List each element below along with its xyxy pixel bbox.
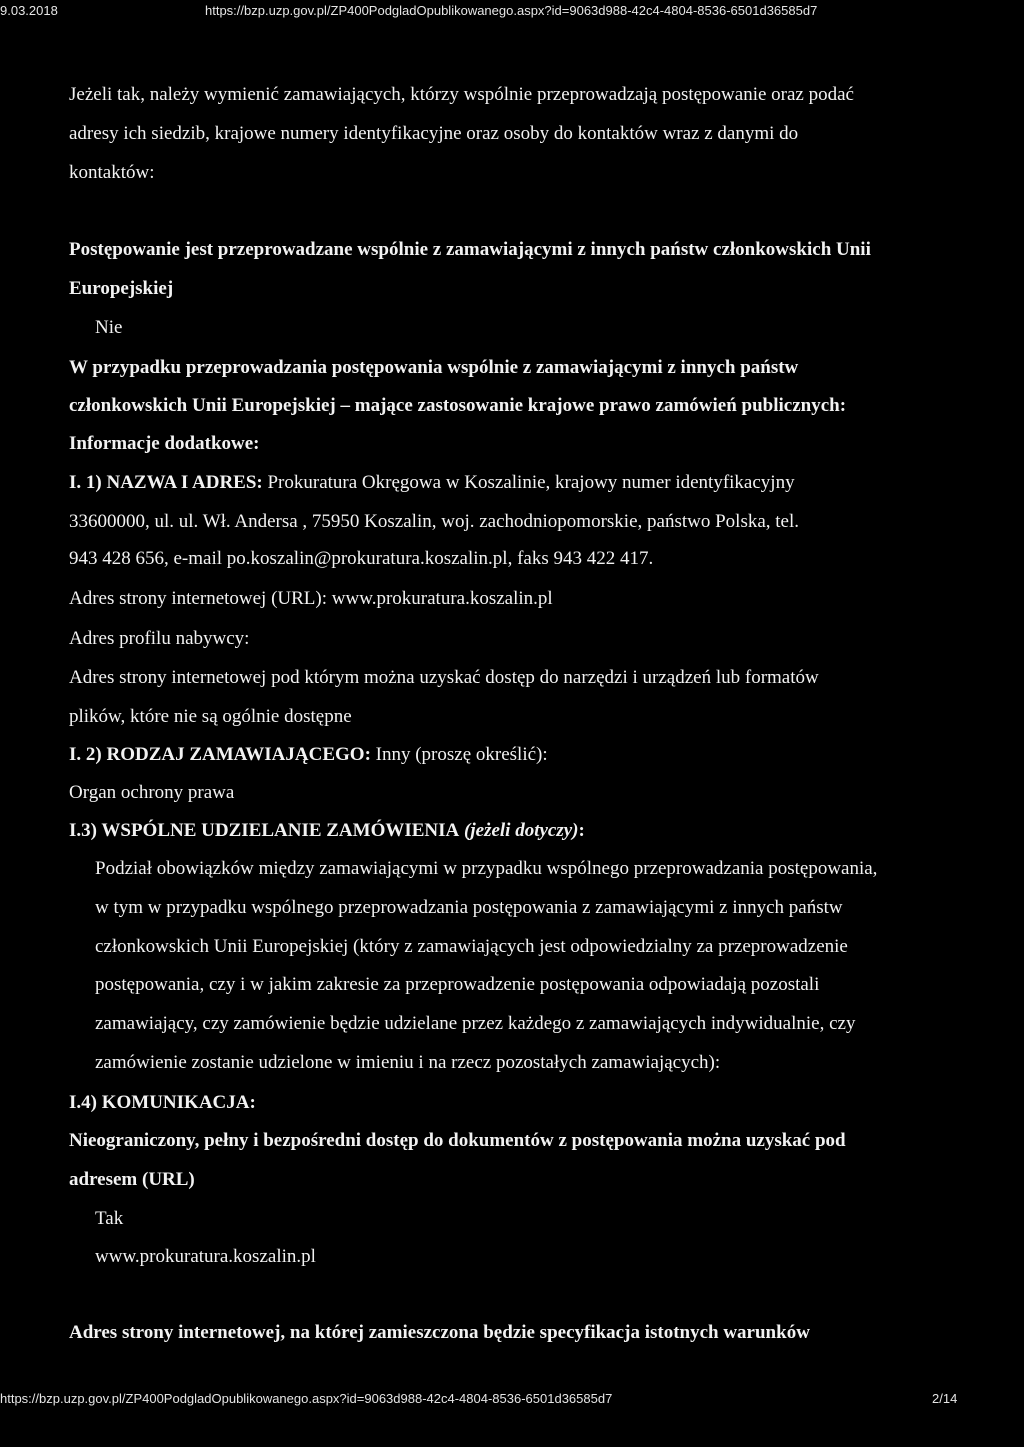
eu-joint-heading-1: Postępowanie jest przeprowadzane wspólnie z zamawiającymi z innych państw członkowskich Unii — [69, 239, 871, 260]
specification-heading: Adres strony internetowej, na której zamieszczona będzie specyfikacja istotnych warunków — [69, 1322, 810, 1343]
section-1-2-label: I. 2) RODZAJ ZAMAWIAJĄCEGO: — [69, 744, 371, 765]
access-line-1: Nieograniczony, pełny i bezpośredni dostęp do dokumentów z postępowania można uzyskać pod — [69, 1130, 846, 1151]
section-1-1-line-1 — [69, 473, 795, 492]
section-1-1-name: Prokuratura Okręgowa w Koszalinie, krajowy numer identyfikacyjny — [262, 472, 795, 493]
section-1-3-label: I.3) WSPÓLNE UDZIELANIE ZAMÓWIENIA — [69, 820, 460, 841]
buyer-profile-line: Adres profilu nabywcy: — [69, 628, 250, 649]
section-1-1-label: I. 1) NAZWA I ADRES: — [69, 472, 263, 493]
section-1-4-heading: I.4) KOMUNIKACJA: — [69, 1092, 256, 1113]
intro-line-2: adresy ich siedzib, krajowe numery identyfikacyjne oraz osoby do kontaktów wraz z danymi do — [69, 123, 799, 144]
access-answer: Tak — [95, 1208, 124, 1229]
tools-line-2: plików, które nie są ogólnie dostępne — [69, 706, 352, 727]
section-1-3-colon: : — [578, 820, 585, 841]
section-1-3-italic: (jeżeli dotyczy) — [459, 820, 579, 841]
intro-line-3: kontaktów: — [69, 162, 155, 183]
section-1-3-text-2: w tym w przypadku wspólnego przeprowadzania postępowania z zamawiającymi z innych państw — [95, 897, 843, 918]
section-1-3-heading — [69, 821, 585, 840]
tools-line-1: Adres strony internetowej pod którym można uzyskać dostęp do narzędzi i urządzeń lub formatów — [69, 667, 819, 688]
section-1-3-text-3: członkowskich Unii Europejskiej (który z zamawiających jest odpowiedzialny za przeprowadzenie — [95, 936, 848, 957]
section-1-1-line-2: 33600000, ul. ul. Wł. Andersa , 75950 Koszalin, woj. zachodniopomorskie, państwo Polska, tel. — [69, 511, 800, 532]
print-header-url: https://bzp.uzp.gov.pl/ZP400PodgladOpublikowanego.aspx?id=9063d988-42c4-4804-8536-6501d36585d7 — [205, 3, 818, 18]
eu-joint-heading-2: Europejskiej — [69, 278, 174, 299]
section-1-3-text-5: zamawiający, czy zamówienie będzie udzielane przez każdego z zamawiających indywidualnie, czy — [95, 1013, 856, 1034]
section-1-2-line — [69, 745, 548, 764]
section-1-2-value: Organ ochrony prawa — [69, 782, 235, 803]
website-line: Adres strony internetowej (URL): www.prokuratura.koszalin.pl — [69, 588, 553, 609]
section-1-3-text-6: zamówienie zostanie udzielone w imieniu i na rzecz pozostałych zamawiających): — [95, 1052, 721, 1073]
eu-joint-answer: Nie — [95, 317, 123, 338]
print-header-date: 9.03.2018 — [0, 3, 58, 18]
print-footer-url: https://bzp.uzp.gov.pl/ZP400PodgladOpublikowanego.aspx?id=9063d988-42c4-4804-8536-6501d36585d7 — [0, 1391, 613, 1406]
access-line-2: adresem (URL) — [69, 1169, 195, 1190]
print-footer-page: 2/14 — [932, 1391, 958, 1406]
section-1-3-text-4: postępowania, czy i w jakim zakresie za przeprowadzenie postępowania odpowiadają pozostali — [95, 974, 820, 995]
access-url: www.prokuratura.koszalin.pl — [95, 1246, 316, 1267]
section-1-1-line-3: 943 428 656, e-mail po.koszalin@prokuratura.koszalin.pl, faks 943 422 417. — [69, 548, 654, 569]
additional-info-heading: Informacje dodatkowe: — [69, 433, 260, 454]
eu-law-heading-2: członkowskich Unii Europejskiej – mające zastosowanie krajowe prawo zamówień publicznych: — [69, 395, 847, 416]
intro-line-1: Jeżeli tak, należy wymienić zamawiających, którzy wspólnie przeprowadzają postępowanie oraz podać — [69, 84, 854, 105]
section-1-2-rest: Inny (proszę określić): — [370, 744, 548, 765]
section-1-3-text-1: Podział obowiązków między zamawiającymi w przypadku wspólnego przeprowadzania postępowania, — [95, 858, 878, 879]
eu-law-heading-1: W przypadku przeprowadzania postępowania wspólnie z zamawiającymi z innych państw — [69, 357, 799, 378]
